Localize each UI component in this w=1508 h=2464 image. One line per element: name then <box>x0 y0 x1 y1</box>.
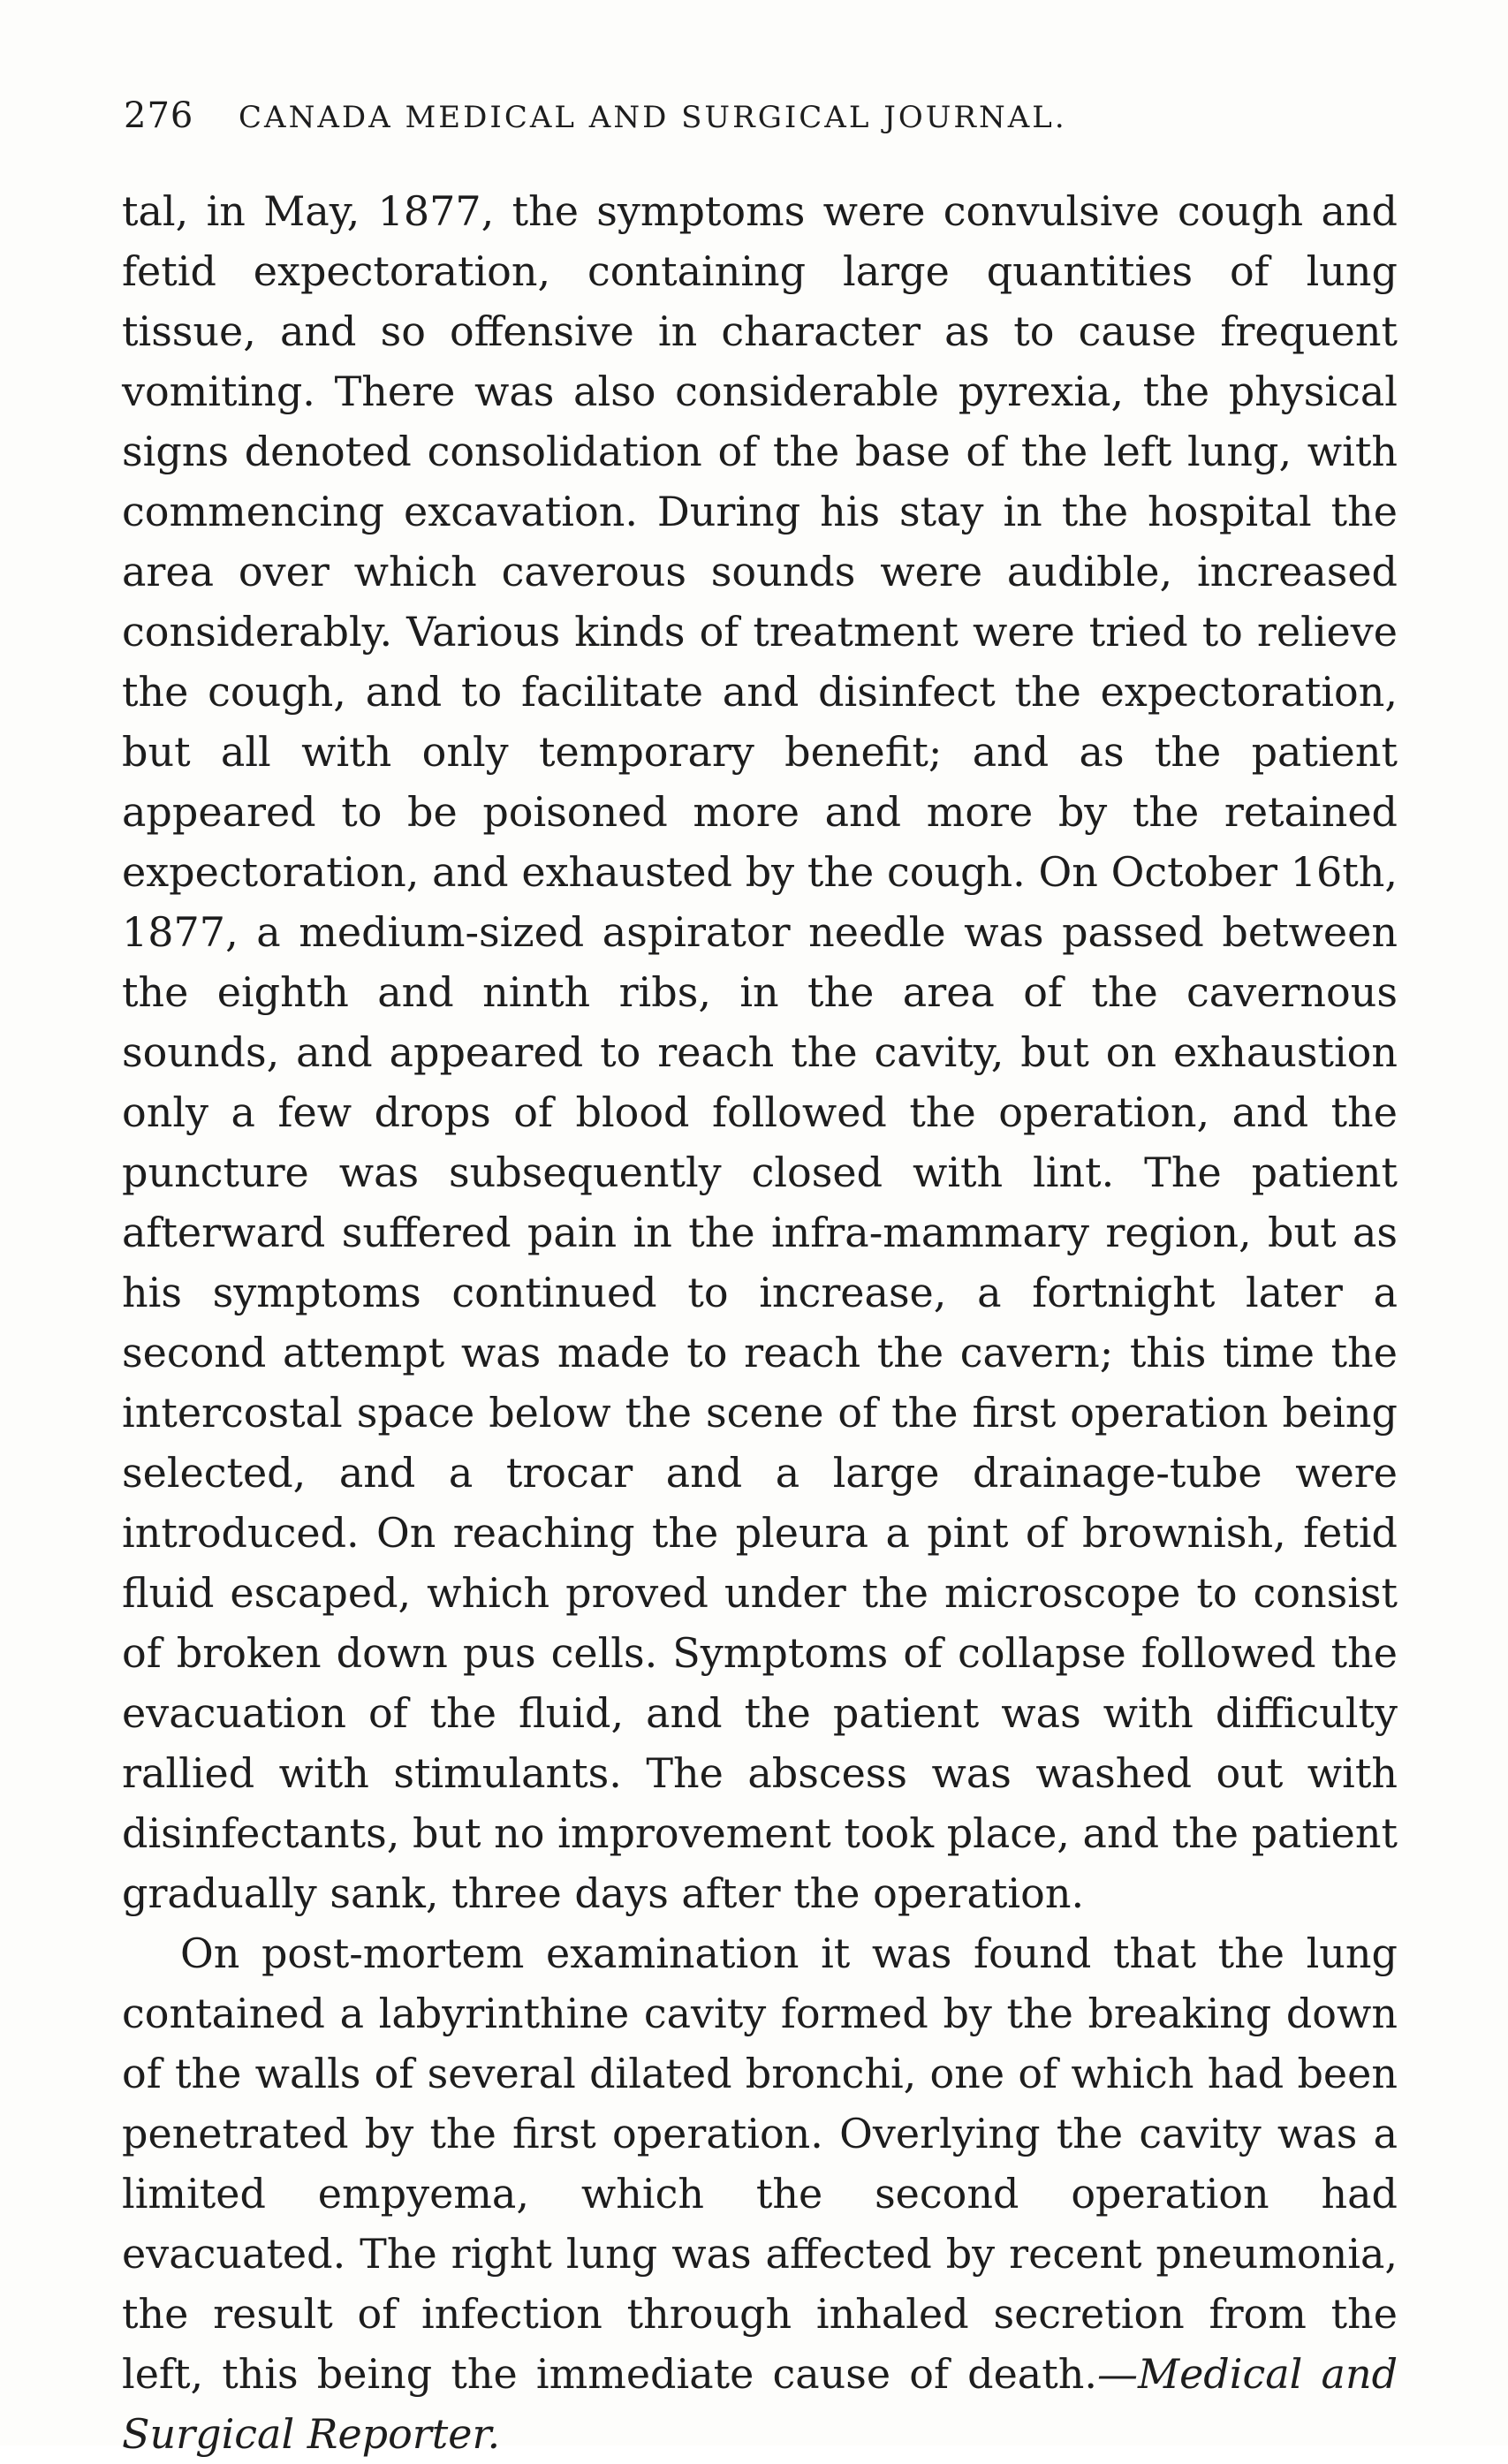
article-body <box>122 181 1398 2464</box>
journal-title: CANADA MEDICAL AND SURGICAL JOURNAL. <box>239 100 1067 135</box>
running-head <box>124 95 1378 148</box>
page-number: 276 <box>124 95 194 136</box>
paragraph-post-mortem <box>122 1923 1398 2464</box>
paragraph-post-mortem-text: On post-mortem examination it was found that the lung contained a labyrinthine cavity formed by the breaking down of the walls of several dilated bronchi, one of which had been penetrated by the first operation. Overlying the cavity was a limited empyema, which the second operation had evacuated. The right lung was affected by recent pneumonia, the result of infection through inhaled secretion from the left, this being the immediate cause of death. <box>122 1930 1398 2398</box>
source-citation: —Medical and Surgical Reporter. <box>122 2350 1398 2458</box>
paragraph-case-history: tal, in May, 1877, the symptoms were convulsive cough and fetid expectoration, containing large quantities of lung tissue, and so offensive in character as to cause frequent vomiting. There was also considerable pyrexia, the physical signs denoted consolidation of the base of the left lung, with commencing excavation. During his stay in the hospital the area over which caverous sounds were audible, increased considerably. Various kinds of treatment were tried to relieve the cough, and to facilitate and disinfect the expectoration, but all with only temporary benefit; and as the patient appeared to be poisoned more and more by the retained expectoration, and exhausted by the cough. On October 16th, 1877, a medium-sized aspirator needle was passed between the eighth and ninth ribs, in the area of the cavernous sounds, and appeared to reach the cavity, but on exhaustion only a few drops of blood followed the operation, and the puncture was subsequently closed with lint. The patient afterward suffered pain in the infra-mammary region, but as his symptoms continued to increase, a fortnight later a second attempt was made to reach the cavern; this time the intercostal space below the scene of the first operation being selected, and a trocar and a large drainage-tube were introduced. On reaching the pleura a pint of brownish, fetid fluid escaped, which proved under the microscope to consist of broken down pus cells. Symptoms of collapse followed the evacuation of the fluid, and the patient was with difficulty rallied with stimulants. The abscess was washed out with disinfectants, but no improvement took place, and the patient gradually sank, three days after the operation. <box>122 187 1398 1917</box>
